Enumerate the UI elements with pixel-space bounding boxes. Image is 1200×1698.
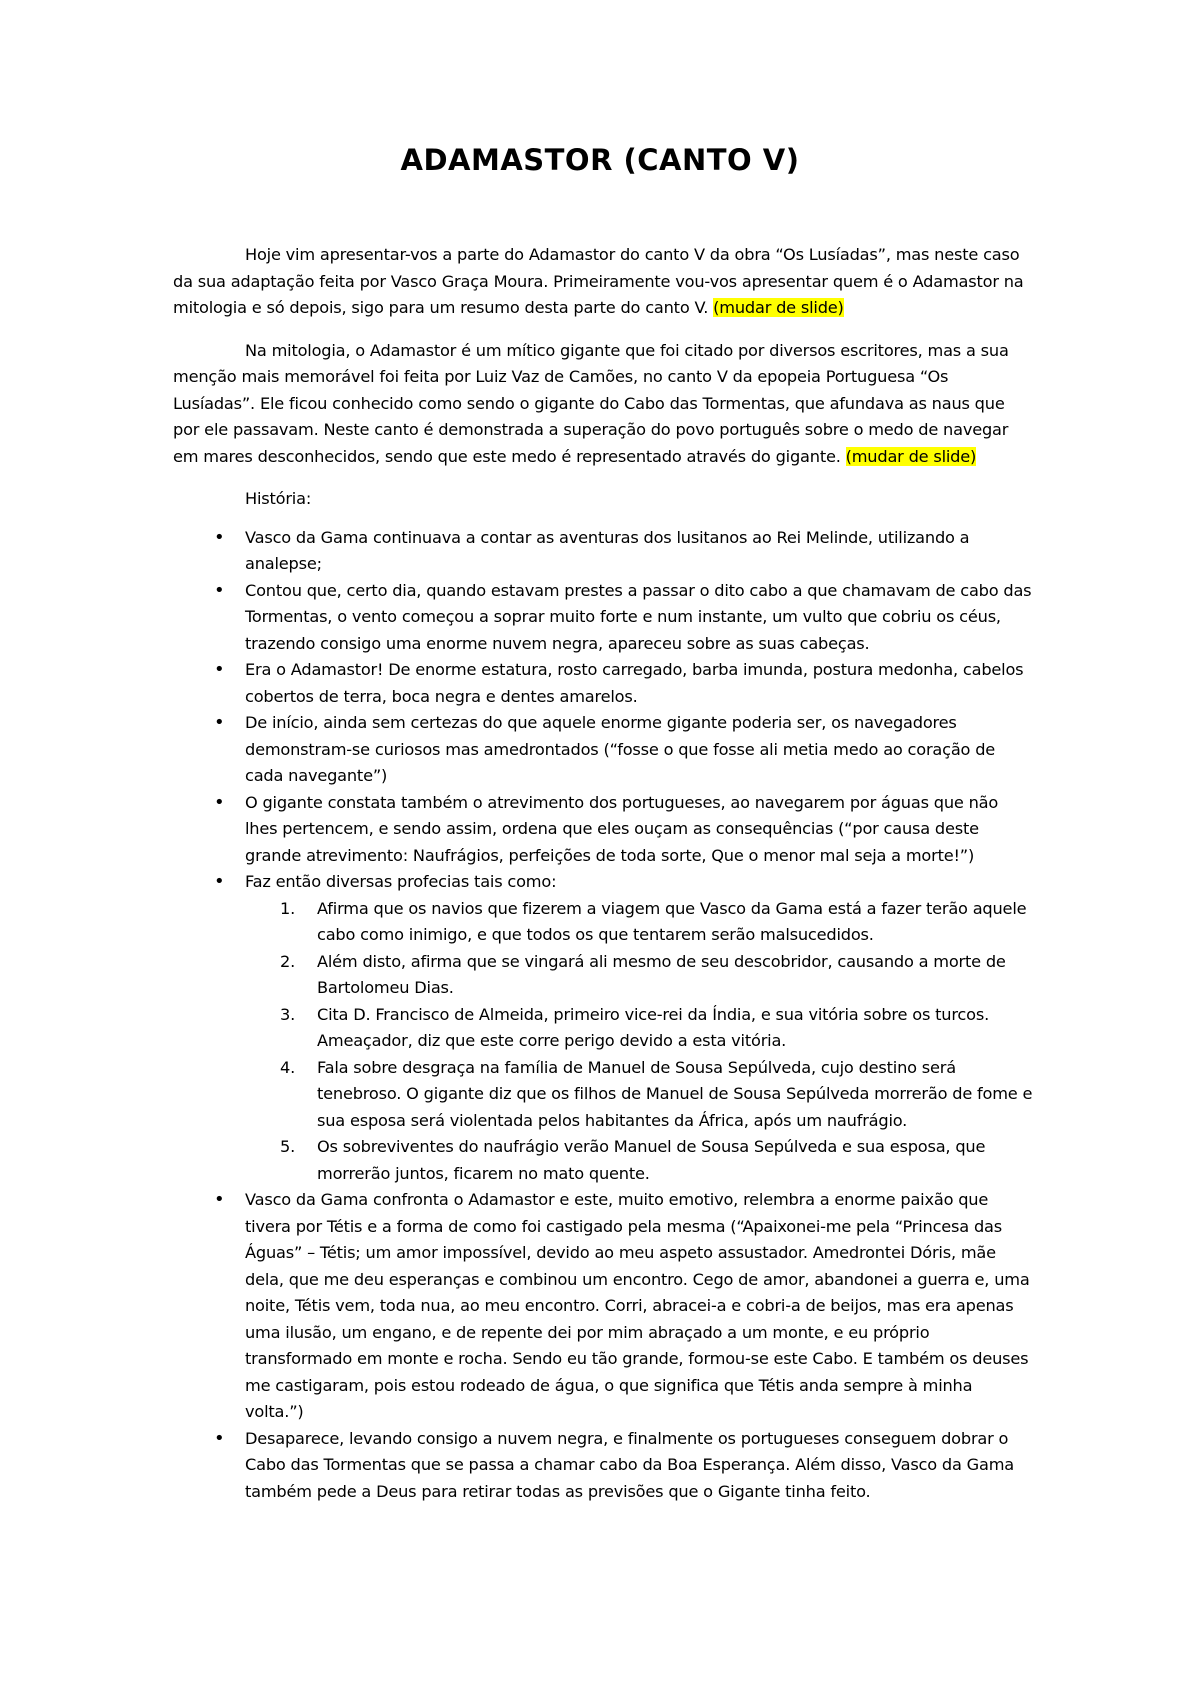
- prophecy-text: Cita D. Francisco de Almeida, primeiro vice-rei da Índia, e sua vitória sobre os turcos. Ameaçador, diz que este corre perigo devido a esta vitória.: [317, 1004, 990, 1050]
- prophecy-item: [173, 1055, 1033, 1135]
- prophecy-text: Além disto, afirma que se vingará ali mesmo de seu descobridor, causando a morte de Bartolomeu Dias.: [317, 951, 1006, 997]
- list-item: • Vasco da Gama confronta o Adamastor e este, muito emotivo, relembra a enorme paixão que tivera por Tétis e a forma de como foi castigado pela mesma (“Apaixonei-me pela “Princesa das Águas” – Tétis; um amor impossível, devido ao meu aspeto assustador. Amedrontei Dóris, mãe dela, que me deu esperanças e combinou um encontro. Cego de amor, abandonei a guerra e, uma noite, Tétis vem, toda nua, ao meu encontro. Corri, abracei-a e cobri-a de beijos, mas era apenas uma ilusão, um engano, e de repente dei por mim abraçado a um monte, e eu próprio transformado em monte e rocha. Sendo eu tão grande, formou-se este Cabo. E também os deuses me castigaram, pois estou rodeado de água, o que significa que Tétis anda sempre à minha volta.”): [173, 1187, 1033, 1426]
- prophecy-item: [173, 1002, 1033, 1055]
- document-title: ADAMASTOR (CANTO V): [400, 143, 800, 177]
- prophecies-intro: Faz então diversas profecias tais como:: [245, 872, 557, 891]
- mythology-text: Na mitologia, o Adamastor é um mítico gigante que foi citado por diversos escritores, mas a sua menção mais memorável foi feita por Luiz Vaz de Camões, no canto V da epopeia Portuguesa “Os Lusíadas”. Ele ficou conhecido como sendo o gigante do Cabo das Tormentas, que afundava as naus que por ele passavam. Neste canto é demonstrada a superação do povo português sobre o medo de navegar em mares desconhecidos, sendo que este medo é representado através do gigante.: [173, 340, 1009, 466]
- prophecy-item: [173, 949, 1033, 1002]
- list-item: • O gigante constata também o atrevimento dos portugueses, ao navegarem por águas que não lhes pertencem, e sendo assim, ordena que eles ouçam as consequências (“por causa deste grande atrevimento: Naufrágios, perfeições de toda sorte, Que o menor mal seja a morte!”): [173, 790, 1033, 870]
- prophecy-text: Os sobreviventes do naufrágio verão Manuel de Sousa Sepúlveda e sua esposa, que morrerão juntos, ficarem no mato quente.: [317, 1137, 986, 1183]
- prophecy-text: Fala sobre desgraça na família de Manuel de Sousa Sepúlveda, cujo destino será tenebroso. O gigante diz que os filhos de Manuel de Sousa Sepúlveda morrerão de fome e sua esposa será violentada pelos habitantes da África, após um naufrágio.: [317, 1057, 1033, 1130]
- prophecy-text: Afirma que os navios que fizerem a viagem que Vasco da Gama está a fazer terão aquele cabo como inimigo, e que todos os que tentarem serão malsucedidos.: [317, 898, 1027, 944]
- list-item: • Contou que, certo dia, quando estavam prestes a passar o dito cabo a que chamavam de cabo das Tormentas, o vento começou a soprar muito forte e num instante, um vulto que cobriu os céus, trazendo consigo uma enorme nuvem negra, apareceu sobre as suas cabeças.: [173, 578, 1033, 658]
- slide-change-note: (mudar de slide): [845, 446, 977, 466]
- intro-paragraph: [173, 242, 1033, 322]
- prophecy-item: [173, 1134, 1033, 1187]
- prophecy-number: 5.: [280, 1137, 296, 1156]
- history-list: [173, 525, 1033, 1506]
- list-item: • Era o Adamastor! De enorme estatura, rosto carregado, barba imunda, postura medonha, cabelos cobertos de terra, boca negra e dentes amarelos.: [173, 657, 1033, 710]
- prophecy-number: 1.: [280, 898, 296, 918]
- document-body: [173, 242, 1033, 1505]
- list-item: • De início, ainda sem certezas do que aquele enorme gigante poderia ser, os navegadores demonstram-se curiosos mas amedrontados (“fosse o que fosse ali metia medo ao coração de cada navegante”): [173, 710, 1033, 790]
- prophecy-list: [245, 896, 1033, 1188]
- prophecy-number: 4.: [280, 1057, 296, 1077]
- list-item: • Desaparece, levando consigo a nuvem negra, e finalmente os portugueses conseguem dobrar o Cabo das Tormentas que se passa a chamar cabo da Boa Esperança. Além disso, Vasco da Gama também pede a Deus para retirar todas as previsões que o Gigante tinha feito.: [173, 1426, 1033, 1506]
- prophecy-number: 3.: [280, 1004, 296, 1024]
- prophecy-number: 2.: [280, 951, 296, 971]
- list-item: [173, 869, 1033, 1187]
- slide-change-note: (mudar de slide): [713, 298, 844, 317]
- list-item: • Vasco da Gama continuava a contar as aventuras dos lusitanos ao Rei Melinde, utilizando a analepse;: [173, 525, 1033, 578]
- history-heading: História:: [245, 489, 312, 508]
- mythology-paragraph: [173, 338, 1033, 471]
- intro-text: Hoje vim apresentar-vos a parte do Adamastor do canto V da obra “Os Lusíadas”, mas neste caso da sua adaptação feita por Vasco Graça Moura. Primeiramente vou-vos apresentar quem é o Adamastor na mitologia e só depois, sigo para um resumo desta parte do canto V.: [173, 245, 1024, 317]
- prophecy-item: [173, 896, 1033, 949]
